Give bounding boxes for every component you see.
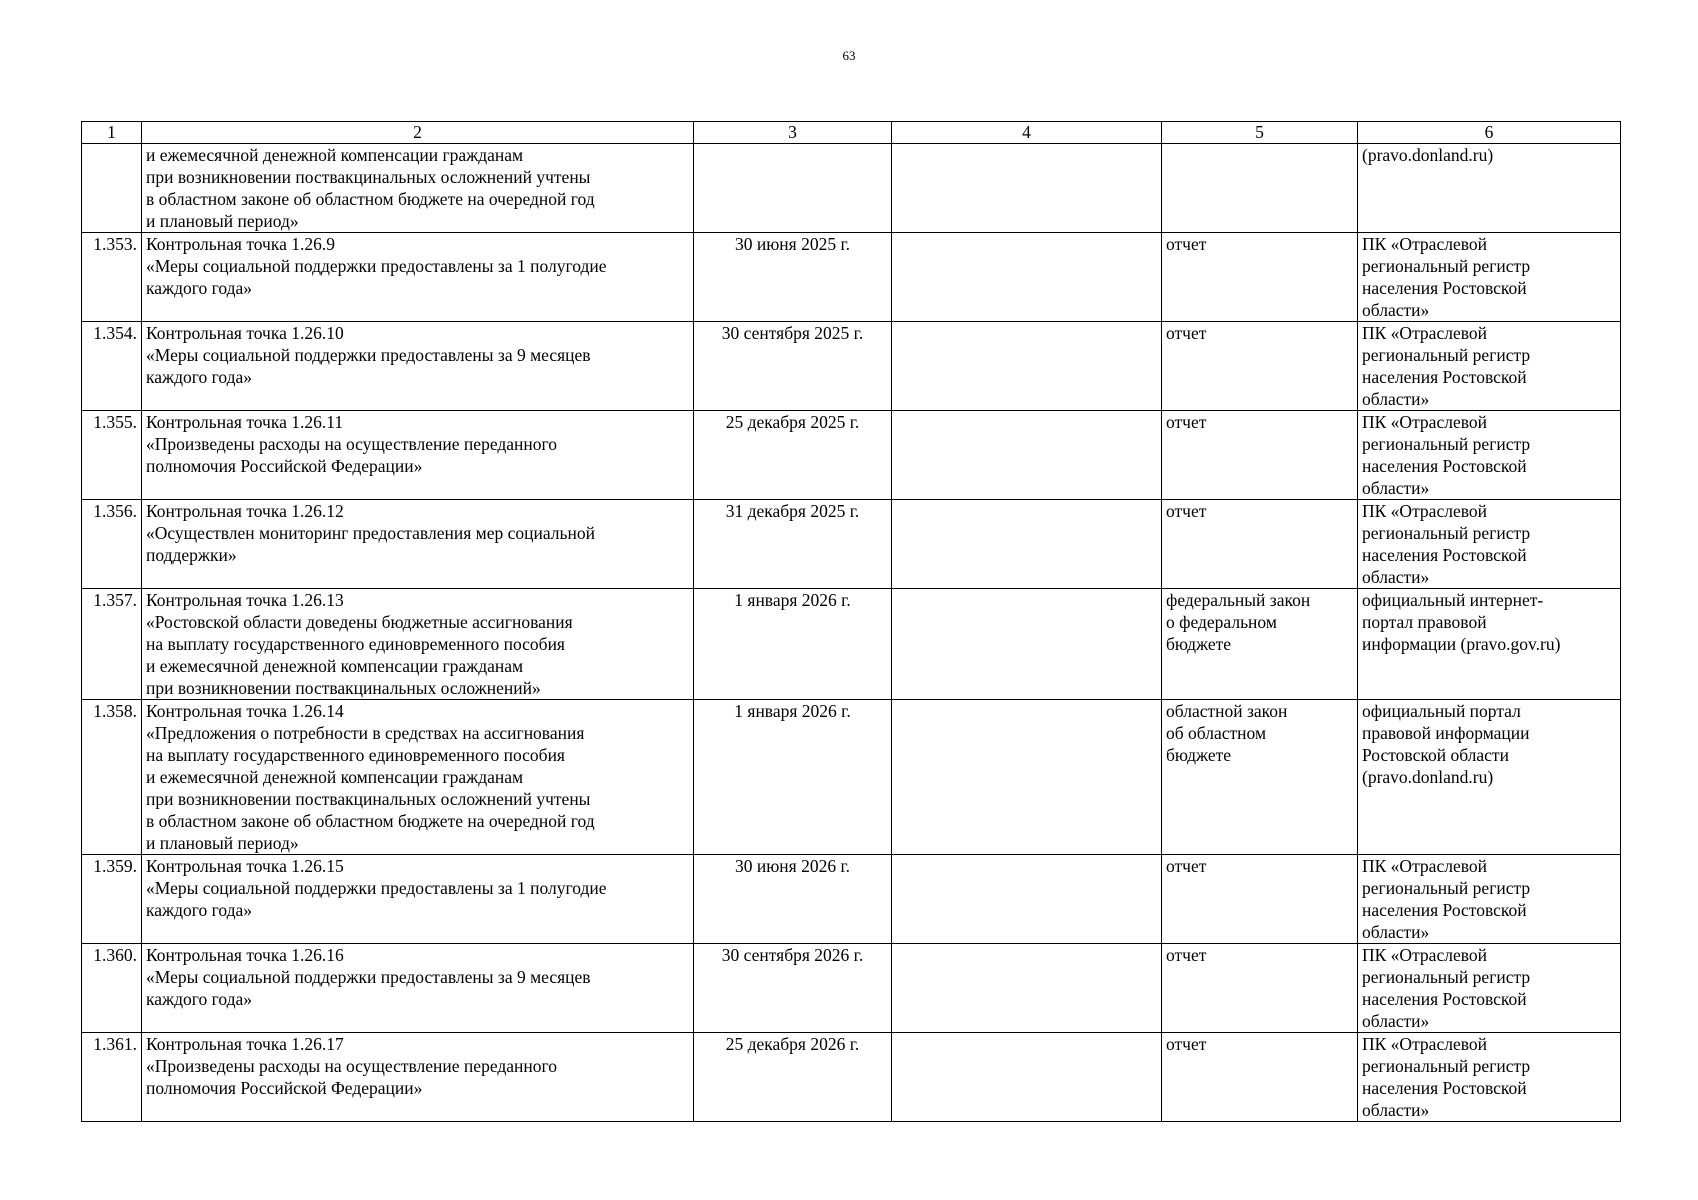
control-points-table [81,121,1621,1122]
information-source-cell [1358,1033,1621,1122]
table-row [82,144,1621,233]
document-type-cell [1162,944,1358,1033]
information-source-line: ПК «Отраслевой [1362,234,1487,254]
information-source-line: региональный регистр [1362,523,1531,543]
description-line: Контрольная точка 1.26.11 [146,412,344,432]
document-type-line: отчет [1166,856,1207,876]
description-line: и плановый период» [146,211,299,231]
responsible-cell [892,855,1162,944]
row-number-cell [82,589,142,700]
responsible-cell [892,1033,1162,1122]
table-row [82,589,1621,700]
description-line: при возникновении поствакцинальных осложнений учтены [146,789,591,809]
description-line: в областном законе об областном бюджете на очередной год [146,811,595,831]
description-cell [142,944,694,1033]
table-row [82,855,1621,944]
document-type-cell [1162,500,1358,589]
row-number-cell [82,944,142,1033]
header-col-6: 6 [1358,122,1621,144]
information-source-line: ПК «Отраслевой [1362,945,1487,965]
table-row [82,411,1621,500]
responsible-cell [892,233,1162,322]
row-number: 1.358. [93,701,137,721]
responsible-cell [892,411,1162,500]
deadline-date: 25 декабря 2026 г. [725,1034,860,1054]
description-line: Контрольная точка 1.26.12 [146,501,344,521]
responsible-cell [892,589,1162,700]
information-source-line: области» [1362,1011,1430,1031]
deadline-cell [694,322,892,411]
row-number-cell [82,233,142,322]
document-type-line: отчет [1166,1034,1207,1054]
information-source-line: населения Ростовской [1362,545,1527,565]
row-number: 1.356. [93,501,137,521]
description-line: и ежемесячной денежной компенсации гражданам [146,767,524,787]
document-type-cell [1162,411,1358,500]
table-body [82,144,1621,1122]
description-cell [142,700,694,855]
header-col-4: 4 [892,122,1162,144]
page-number: 63 [842,48,856,63]
responsible-cell [892,144,1162,233]
description-cell [142,589,694,700]
information-source-line: региональный регистр [1362,256,1531,276]
description-line: «Осуществлен мониторинг предоставления мер социальной [146,523,595,543]
deadline-date: 1 января 2026 г. [734,701,851,721]
document-type-cell [1162,144,1358,233]
document-type-cell [1162,700,1358,855]
row-number: 1.360. [93,945,137,965]
table-header [82,122,1621,144]
deadline-cell [694,700,892,855]
header-col-5: 5 [1162,122,1358,144]
information-source-line: населения Ростовской [1362,1078,1527,1098]
information-source-line: ПК «Отраслевой [1362,501,1487,521]
responsible-cell [892,700,1162,855]
information-source-line: населения Ростовской [1362,367,1527,387]
responsible-cell [892,500,1162,589]
row-number-cell [82,700,142,855]
description-line: и ежемесячной денежной компенсации гражданам [146,656,524,676]
row-number: 1.357. [93,590,137,610]
deadline-cell [694,411,892,500]
information-source-cell [1358,944,1621,1033]
information-source-line: официальный интернет- [1362,590,1544,610]
deadline-cell [694,944,892,1033]
information-source-cell [1358,144,1621,233]
deadline-cell [694,1033,892,1122]
information-source-line: портал правовой [1362,612,1487,632]
deadline-cell [694,855,892,944]
table-row [82,500,1621,589]
deadline-date: 30 июня 2025 г. [734,234,851,254]
document-type-line: отчет [1166,412,1207,432]
header-col-3: 3 [694,122,892,144]
row-number: 1.355. [93,412,137,432]
deadline-date: 31 декабря 2025 г. [725,501,860,521]
information-source-line: ПК «Отраслевой [1362,1034,1487,1054]
information-source-line: населения Ростовской [1362,989,1527,1009]
description-cell [142,322,694,411]
description-line: каждого года» [146,900,253,920]
table-row [82,1033,1621,1122]
table-row [82,322,1621,411]
description-line: Контрольная точка 1.26.16 [146,945,344,965]
information-source-line: ПК «Отраслевой [1362,856,1487,876]
description-cell [142,1033,694,1122]
deadline-cell [694,500,892,589]
responsible-cell [892,944,1162,1033]
description-cell [142,500,694,589]
description-line: Контрольная точка 1.26.9 [146,234,335,254]
information-source-line: региональный регистр [1362,345,1531,365]
table-row [82,944,1621,1033]
row-number: 1.361. [93,1034,137,1054]
responsible-cell [892,322,1162,411]
row-number: 1.354. [93,323,137,343]
description-line: и ежемесячной денежной компенсации гражданам [146,145,524,165]
information-source-line: Ростовской области [1362,745,1509,765]
header-col-1: 1 [82,122,142,144]
information-source-line: области» [1362,478,1430,498]
description-line: полномочия Российской Федерации» [146,456,423,476]
document-type-line: отчет [1166,501,1207,521]
information-source-line: (pravo.donland.ru) [1362,145,1494,165]
description-line: каждого года» [146,367,253,387]
information-source-line: области» [1362,389,1430,409]
description-line: при возникновении поствакцинальных осложнений» [146,678,541,698]
header-col-2: 2 [142,122,694,144]
information-source-line: официальный портал [1362,701,1521,721]
description-line: «Меры социальной поддержки предоставлены за 9 месяцев [146,967,591,987]
information-source-cell [1358,855,1621,944]
description-line: Контрольная точка 1.26.17 [146,1034,344,1054]
information-source-line: области» [1362,922,1430,942]
information-source-cell [1358,411,1621,500]
description-line: каждого года» [146,989,253,1009]
information-source-line: населения Ростовской [1362,456,1527,476]
deadline-date: 1 января 2026 г. [734,590,851,610]
document-type-line: бюджете [1166,745,1232,765]
description-line: Контрольная точка 1.26.15 [146,856,344,876]
description-line: Контрольная точка 1.26.14 [146,701,344,721]
description-cell [142,855,694,944]
description-line: каждого года» [146,278,253,298]
document-type-cell [1162,855,1358,944]
description-line: «Меры социальной поддержки предоставлены за 1 полугодие [146,878,607,898]
description-line: «Ростовской области доведены бюджетные ассигнования [146,612,573,632]
description-line: на выплату государственного единовременного пособия [146,634,565,654]
description-line: полномочия Российской Федерации» [146,1078,423,1098]
description-line: при возникновении поствакцинальных осложнений учтены [146,167,591,187]
information-source-line: информации (pravo.gov.ru) [1362,634,1561,654]
information-source-cell [1358,233,1621,322]
description-line: «Предложения о потребности в средствах на ассигнования [146,723,585,743]
information-source-cell [1358,322,1621,411]
document-type-line: отчет [1166,323,1207,343]
description-line: «Меры социальной поддержки предоставлены за 9 месяцев [146,345,591,365]
document-type-line: областной закон [1166,701,1288,721]
row-number-cell [82,322,142,411]
information-source-line: ПК «Отраслевой [1362,412,1487,432]
table-row [82,700,1621,855]
deadline-date: 30 сентября 2026 г. [721,945,864,965]
information-source-line: правовой информации [1362,723,1530,743]
information-source-cell [1358,700,1621,855]
document-type-line: о федеральном [1166,612,1277,632]
document-type-line: федеральный закон [1166,590,1311,610]
information-source-cell [1358,500,1621,589]
description-line: на выплату государственного единовременного пособия [146,745,565,765]
information-source-line: населения Ростовской [1362,278,1527,298]
description-line: поддержки» [146,545,237,565]
deadline-date: 25 декабря 2025 г. [725,412,860,432]
deadline-cell [694,589,892,700]
information-source-line: области» [1362,300,1430,320]
description-line: «Произведены расходы на осуществление переданного [146,434,557,454]
information-source-line: населения Ростовской [1362,900,1527,920]
row-number: 1.353. [93,234,137,254]
information-source-line: региональный регистр [1362,1056,1531,1076]
information-source-cell [1358,589,1621,700]
document-type-cell [1162,1033,1358,1122]
deadline-date: 30 июня 2026 г. [734,856,851,876]
deadline-cell [694,233,892,322]
description-cell [142,233,694,322]
description-line: Контрольная точка 1.26.13 [146,590,344,610]
document-type-line: отчет [1166,234,1207,254]
description-line: «Меры социальной поддержки предоставлены за 1 полугодие [146,256,607,276]
deadline-date: 30 сентября 2025 г. [721,323,864,343]
document-type-line: об областном [1166,723,1267,743]
table-row [82,233,1621,322]
document-type-cell [1162,233,1358,322]
row-number-cell [82,411,142,500]
row-number-cell [82,144,142,233]
document-type-line: отчет [1166,945,1207,965]
description-line: в областном законе об областном бюджете на очередной год [146,189,595,209]
description-line: и плановый период» [146,833,299,853]
row-number-cell [82,1033,142,1122]
information-source-line: региональный регистр [1362,967,1531,987]
description-line: «Произведены расходы на осуществление переданного [146,1056,557,1076]
information-source-line: ПК «Отраслевой [1362,323,1487,343]
row-number-cell [82,500,142,589]
deadline-cell [694,144,892,233]
description-cell [142,411,694,500]
document-type-line: бюджете [1166,634,1232,654]
description-line: Контрольная точка 1.26.10 [146,323,344,343]
row-number: 1.359. [93,856,137,876]
row-number-cell [82,855,142,944]
document-type-cell [1162,322,1358,411]
information-source-line: области» [1362,1100,1430,1120]
header-row [82,122,1621,144]
description-cell [142,144,694,233]
information-source-line: (pravo.donland.ru) [1362,767,1494,787]
document-type-cell [1162,589,1358,700]
information-source-line: региональный регистр [1362,878,1531,898]
information-source-line: области» [1362,567,1430,587]
information-source-line: региональный регистр [1362,434,1531,454]
